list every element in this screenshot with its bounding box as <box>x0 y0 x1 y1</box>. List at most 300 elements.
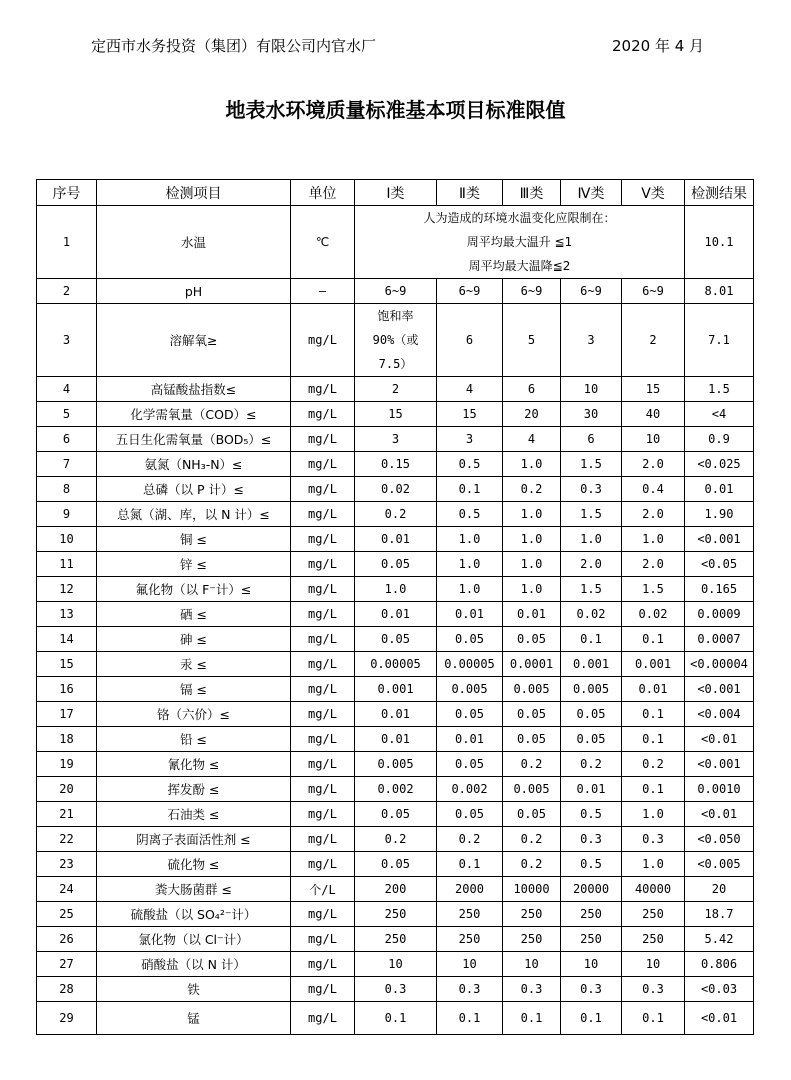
row-no: 14 <box>37 627 97 652</box>
row-unit: mg/L <box>291 427 355 452</box>
row-class-1-limit: 0.05 <box>355 802 437 827</box>
row-class-1-limit <box>355 304 437 377</box>
row-class-4-limit: 250 <box>561 902 622 927</box>
row-class-3-limit: 0.05 <box>503 702 561 727</box>
row-class-3-limit: 1.0 <box>503 552 561 577</box>
row-class-5-limit: 15 <box>622 377 685 402</box>
temp-limit-line: 人为造成的环境水温变化应限制在： <box>423 211 616 225</box>
row-class-5-limit: 250 <box>622 927 685 952</box>
row-no: 1 <box>37 206 97 279</box>
row-class-3-limit: 10 <box>503 952 561 977</box>
row-class-2-limit: 250 <box>437 902 503 927</box>
table-row <box>37 877 754 902</box>
table-row <box>37 652 754 677</box>
table-row <box>37 402 754 427</box>
row-class-4-limit: 6 <box>561 427 622 452</box>
row-no: 28 <box>37 977 97 1002</box>
row-unit: mg/L <box>291 927 355 952</box>
row-class-4-limit: 0.3 <box>561 477 622 502</box>
table-row <box>37 802 754 827</box>
row-class-1-limit: 0.02 <box>355 477 437 502</box>
row-class-1-limit: 0.2 <box>355 502 437 527</box>
row-class-2-limit: 0.1 <box>437 477 503 502</box>
row-item: 硫化物 ≤ <box>97 852 291 877</box>
document-title: 地表水环境质量标准基本项目标准限值 <box>225 98 566 122</box>
row-item: 水温 <box>97 206 291 279</box>
col-header-result: 检测结果 <box>685 180 754 206</box>
row-class-3-limit: 6 <box>503 377 561 402</box>
table-row <box>37 279 754 304</box>
row-class-2-limit: 15 <box>437 402 503 427</box>
row-no: 25 <box>37 902 97 927</box>
organization-name: 定西市水务投资（集团）有限公司内官水厂 <box>91 37 377 55</box>
table-row <box>37 427 754 452</box>
row-unit: ℃ <box>291 206 355 279</box>
row-no: 15 <box>37 652 97 677</box>
row-class-3-limit: 5 <box>503 304 561 377</box>
col-header-class-2: Ⅱ类 <box>437 180 503 206</box>
row-no: 29 <box>37 1002 97 1035</box>
row-class-1-limit: 0.01 <box>355 527 437 552</box>
row-result: 1.90 <box>685 502 754 527</box>
row-item: 硫酸盐（以 SO₄²⁻计） <box>97 902 291 927</box>
row-class-5-limit: 1.5 <box>622 577 685 602</box>
temp-limit-text <box>355 206 685 279</box>
table-row <box>37 452 754 477</box>
col-header-no: 序号 <box>37 180 97 206</box>
row-no: 17 <box>37 702 97 727</box>
row-no: 5 <box>37 402 97 427</box>
row-class-5-limit: 0.01 <box>622 677 685 702</box>
row-class-3-limit: 1.0 <box>503 577 561 602</box>
row-class-5-limit: 0.1 <box>622 1002 685 1035</box>
row-class-4-limit: 0.1 <box>561 627 622 652</box>
row-no: 8 <box>37 477 97 502</box>
row-item: 石油类 ≤ <box>97 802 291 827</box>
row-item: 高锰酸盐指数≤ <box>97 377 291 402</box>
row-class-1-limit: 10 <box>355 952 437 977</box>
table-row <box>37 602 754 627</box>
row-result: 0.0010 <box>685 777 754 802</box>
row-no: 24 <box>37 877 97 902</box>
row-class-2-limit: 6~9 <box>437 279 503 304</box>
row-item: 锌 ≤ <box>97 552 291 577</box>
col-header-class-1: Ⅰ类 <box>355 180 437 206</box>
row-no: 13 <box>37 602 97 627</box>
row-class-4-limit: 10 <box>561 377 622 402</box>
row-class-5-limit: 40 <box>622 402 685 427</box>
row-class-2-limit: 250 <box>437 927 503 952</box>
row-no: 11 <box>37 552 97 577</box>
row-class-1-limit: 0.01 <box>355 702 437 727</box>
row-result: <0.01 <box>685 802 754 827</box>
standards-table <box>36 179 754 1035</box>
row-item: 氰化物 ≤ <box>97 752 291 777</box>
row-class-1-limit: 3 <box>355 427 437 452</box>
row-unit: mg/L <box>291 527 355 552</box>
table-header-row <box>37 180 754 206</box>
row-result: 0.0007 <box>685 627 754 652</box>
row-class-3-limit: 0.05 <box>503 802 561 827</box>
row-class-1-limit: 0.01 <box>355 727 437 752</box>
row-unit: mg/L <box>291 452 355 477</box>
row-class-1-limit: 15 <box>355 402 437 427</box>
row-class-5-limit: 1.0 <box>622 852 685 877</box>
row-result: 5.42 <box>685 927 754 952</box>
row-no: 7 <box>37 452 97 477</box>
row-class-2-limit: 0.2 <box>437 827 503 852</box>
row-item: 铬（六价）≤ <box>97 702 291 727</box>
row-class-1-limit: 1.0 <box>355 577 437 602</box>
row-result: 7.1 <box>685 304 754 377</box>
row-result: <0.005 <box>685 852 754 877</box>
row-unit: mg/L <box>291 477 355 502</box>
row-no: 16 <box>37 677 97 702</box>
row-unit: mg/L <box>291 752 355 777</box>
row-class-2-limit: 2000 <box>437 877 503 902</box>
row-no: 4 <box>37 377 97 402</box>
row-result: <4 <box>685 402 754 427</box>
row-unit: mg/L <box>291 602 355 627</box>
row-class-3-limit: 4 <box>503 427 561 452</box>
row-class-2-limit: 0.00005 <box>437 652 503 677</box>
row-class-2-limit: 0.01 <box>437 727 503 752</box>
row-class-4-limit: 0.5 <box>561 802 622 827</box>
table-row <box>37 927 754 952</box>
row-no: 20 <box>37 777 97 802</box>
row-item: 五日生化需氧量（BOD₅）≤ <box>97 427 291 452</box>
row-class-4-limit: 0.3 <box>561 977 622 1002</box>
row-class-3-limit: 250 <box>503 902 561 927</box>
row-result: 8.01 <box>685 279 754 304</box>
row-unit: mg/L <box>291 802 355 827</box>
row-class-5-limit: 0.4 <box>622 477 685 502</box>
row-item: 镉 ≤ <box>97 677 291 702</box>
row-class-5-limit: 0.001 <box>622 652 685 677</box>
row-class-3-limit: 20 <box>503 402 561 427</box>
row-class-2-limit: 1.0 <box>437 527 503 552</box>
row-class-3-limit: 250 <box>503 927 561 952</box>
row-class-4-limit: 2.0 <box>561 552 622 577</box>
row-result: 18.7 <box>685 902 754 927</box>
row-item: 挥发酚 ≤ <box>97 777 291 802</box>
row-class-3-limit: 6~9 <box>503 279 561 304</box>
row-result: <0.01 <box>685 727 754 752</box>
row-unit: mg/L <box>291 627 355 652</box>
col-header-class-5: Ⅴ类 <box>622 180 685 206</box>
row-no: 6 <box>37 427 97 452</box>
row-unit: mg/L <box>291 902 355 927</box>
row-class-4-limit: 0.005 <box>561 677 622 702</box>
temp-limit-line: 周平均最大温升 ≦1 <box>466 235 573 249</box>
table-row <box>37 477 754 502</box>
row-class-2-limit: 0.05 <box>437 802 503 827</box>
row-class-1-limit: 0.00005 <box>355 652 437 677</box>
row-class-5-limit: 6~9 <box>622 279 685 304</box>
row-result: 0.806 <box>685 952 754 977</box>
row-unit: mg/L <box>291 502 355 527</box>
row-unit: mg/L <box>291 304 355 377</box>
row-item: 硝酸盐（以 N 计） <box>97 952 291 977</box>
row-result: 1.5 <box>685 377 754 402</box>
row-class-2-limit: 0.05 <box>437 702 503 727</box>
row-class-2-limit: 0.01 <box>437 602 503 627</box>
row-unit: mg/L <box>291 1002 355 1035</box>
row-class-2-limit: 0.002 <box>437 777 503 802</box>
row-class-4-limit: 30 <box>561 402 622 427</box>
row-class-2-limit: 0.3 <box>437 977 503 1002</box>
row-class-2-limit: 0.05 <box>437 627 503 652</box>
row-class-4-limit: 0.02 <box>561 602 622 627</box>
table-row <box>37 827 754 852</box>
row-item: 铅 ≤ <box>97 727 291 752</box>
row-class-5-limit: 10 <box>622 952 685 977</box>
row-class-3-limit: 0.005 <box>503 777 561 802</box>
table-row <box>37 627 754 652</box>
row-class-4-limit: 6~9 <box>561 279 622 304</box>
row-class-4-limit: 20000 <box>561 877 622 902</box>
row-class-3-limit: 0.0001 <box>503 652 561 677</box>
row-class-1-limit: 0.05 <box>355 852 437 877</box>
row-class-4-limit: 1.5 <box>561 577 622 602</box>
row-result: <0.025 <box>685 452 754 477</box>
row-unit: mg/L <box>291 952 355 977</box>
table-row <box>37 552 754 577</box>
row-no: 18 <box>37 727 97 752</box>
row-unit: mg/L <box>291 577 355 602</box>
row-class-1-limit: 0.2 <box>355 827 437 852</box>
row-class-2-limit: 6 <box>437 304 503 377</box>
row-unit: mg/L <box>291 652 355 677</box>
table-row <box>37 852 754 877</box>
row-class-5-limit: 2.0 <box>622 502 685 527</box>
row-class-5-limit: 0.3 <box>622 827 685 852</box>
table-row-dissolved-oxygen <box>37 304 754 377</box>
row-item: 铁 <box>97 977 291 1002</box>
table-row <box>37 527 754 552</box>
table-row <box>37 902 754 927</box>
table-row <box>37 677 754 702</box>
row-class-2-limit: 3 <box>437 427 503 452</box>
row-class-3-limit: 0.2 <box>503 852 561 877</box>
row-class-2-limit: 0.005 <box>437 677 503 702</box>
row-class-3-limit: 0.2 <box>503 827 561 852</box>
row-class-2-limit: 10 <box>437 952 503 977</box>
row-no: 19 <box>37 752 97 777</box>
row-class-4-limit: 0.5 <box>561 852 622 877</box>
row-class-4-limit: 0.1 <box>561 1002 622 1035</box>
row-class-3-limit: 0.1 <box>503 1002 561 1035</box>
row-class-1-limit: 2 <box>355 377 437 402</box>
row-class-2-limit: 0.5 <box>437 502 503 527</box>
row-class-4-limit: 3 <box>561 304 622 377</box>
row-class-3-limit: 1.0 <box>503 527 561 552</box>
row-no: 10 <box>37 527 97 552</box>
report-date: 2020 年 4 月 <box>612 37 705 55</box>
col-header-class-3: Ⅲ类 <box>503 180 561 206</box>
row-class-5-limit: 0.2 <box>622 752 685 777</box>
row-item: 铜 ≤ <box>97 527 291 552</box>
row-class-4-limit: 0.05 <box>561 727 622 752</box>
row-item: 阴离子表面活性剂 ≤ <box>97 827 291 852</box>
row-class-5-limit: 250 <box>622 902 685 927</box>
row-unit: mg/L <box>291 727 355 752</box>
row-result: <0.001 <box>685 752 754 777</box>
row-class-4-limit: 0.001 <box>561 652 622 677</box>
row-unit: mg/L <box>291 827 355 852</box>
row-class-1-limit: 0.002 <box>355 777 437 802</box>
row-no: 12 <box>37 577 97 602</box>
row-result: <0.001 <box>685 677 754 702</box>
row-item: 溶解氧≥ <box>97 304 291 377</box>
row-class-3-limit: 0.2 <box>503 752 561 777</box>
row-class-4-limit: 0.2 <box>561 752 622 777</box>
table-row <box>37 377 754 402</box>
row-class-5-limit: 1.0 <box>622 802 685 827</box>
row-class-2-limit: 0.1 <box>437 1002 503 1035</box>
table-row <box>37 1002 754 1035</box>
row-result: 10.1 <box>685 206 754 279</box>
row-class-1-limit: 0.1 <box>355 1002 437 1035</box>
row-class-4-limit: 1.5 <box>561 502 622 527</box>
row-result: <0.001 <box>685 527 754 552</box>
row-item: 氨氮（NH₃-N）≤ <box>97 452 291 477</box>
row-unit: mg/L <box>291 377 355 402</box>
row-class-5-limit: 1.0 <box>622 527 685 552</box>
table-row <box>37 727 754 752</box>
row-no: 3 <box>37 304 97 377</box>
temp-limit-line: 周平均最大温降≦2 <box>468 259 571 273</box>
row-class-3-limit: 10000 <box>503 877 561 902</box>
row-result: 0.01 <box>685 477 754 502</box>
table-row <box>37 702 754 727</box>
table-row-water-temp <box>37 206 754 279</box>
row-unit: mg/L <box>291 702 355 727</box>
table-row <box>37 502 754 527</box>
row-no: 9 <box>37 502 97 527</box>
row-class-2-limit: 1.0 <box>437 552 503 577</box>
row-result: <0.050 <box>685 827 754 852</box>
row-class-1-limit: 0.01 <box>355 602 437 627</box>
col-header-unit: 单位 <box>291 180 355 206</box>
row-class-5-limit: 0.3 <box>622 977 685 1002</box>
row-item: 砷 ≤ <box>97 627 291 652</box>
row-unit: mg/L <box>291 777 355 802</box>
row-class-3-limit: 1.0 <box>503 452 561 477</box>
row-class-4-limit: 0.01 <box>561 777 622 802</box>
row-no: 27 <box>37 952 97 977</box>
row-result: 0.9 <box>685 427 754 452</box>
col-header-item: 检测项目 <box>97 180 291 206</box>
row-class-1-limit: 0.005 <box>355 752 437 777</box>
row-class-1-limit: 0.3 <box>355 977 437 1002</box>
row-item: pH <box>97 279 291 304</box>
row-class-2-limit: 0.1 <box>437 852 503 877</box>
table-row <box>37 977 754 1002</box>
row-class-1-limit: 0.05 <box>355 552 437 577</box>
row-class-2-limit: 0.5 <box>437 452 503 477</box>
row-class-3-limit: 0.005 <box>503 677 561 702</box>
row-item: 氟化物（以 F⁻计）≤ <box>97 577 291 602</box>
row-class-3-limit: 1.0 <box>503 502 561 527</box>
row-item: 总磷（以 P 计）≤ <box>97 477 291 502</box>
row-no: 2 <box>37 279 97 304</box>
row-no: 21 <box>37 802 97 827</box>
row-class-5-limit: 10 <box>622 427 685 452</box>
row-unit: — <box>291 279 355 304</box>
row-class-5-limit: 0.1 <box>622 727 685 752</box>
row-class-1-limit: 200 <box>355 877 437 902</box>
row-class-5-limit: 2.0 <box>622 552 685 577</box>
row-item: 汞 ≤ <box>97 652 291 677</box>
row-no: 26 <box>37 927 97 952</box>
row-item: 总氮（湖、库，以 N 计）≤ <box>97 502 291 527</box>
limit-line: 90%（或 <box>372 333 419 347</box>
row-item: 氯化物（以 Cl⁻计） <box>97 927 291 952</box>
row-unit: mg/L <box>291 852 355 877</box>
row-unit: mg/L <box>291 977 355 1002</box>
row-result: <0.004 <box>685 702 754 727</box>
row-class-1-limit: 6~9 <box>355 279 437 304</box>
table-row <box>37 752 754 777</box>
row-class-2-limit: 0.05 <box>437 752 503 777</box>
limit-line: 饱和率 <box>377 309 414 323</box>
row-class-4-limit: 1.5 <box>561 452 622 477</box>
row-class-4-limit: 1.0 <box>561 527 622 552</box>
row-class-5-limit: 40000 <box>622 877 685 902</box>
row-class-3-limit: 0.2 <box>503 477 561 502</box>
row-result: <0.01 <box>685 1002 754 1035</box>
limit-line: 7.5） <box>378 357 413 371</box>
row-class-2-limit: 4 <box>437 377 503 402</box>
row-class-3-limit: 0.05 <box>503 627 561 652</box>
row-class-2-limit: 1.0 <box>437 577 503 602</box>
row-result: 0.165 <box>685 577 754 602</box>
row-class-5-limit: 0.02 <box>622 602 685 627</box>
row-unit: mg/L <box>291 677 355 702</box>
row-class-4-limit: 0.05 <box>561 702 622 727</box>
row-item: 化学需氧量（COD）≤ <box>97 402 291 427</box>
row-class-3-limit: 0.01 <box>503 602 561 627</box>
table-row <box>37 952 754 977</box>
row-unit: mg/L <box>291 402 355 427</box>
row-class-1-limit: 0.001 <box>355 677 437 702</box>
row-class-4-limit: 0.3 <box>561 827 622 852</box>
row-result: <0.05 <box>685 552 754 577</box>
row-class-5-limit: 2.0 <box>622 452 685 477</box>
row-unit: mg/L <box>291 552 355 577</box>
row-class-3-limit: 0.05 <box>503 727 561 752</box>
table-row <box>37 777 754 802</box>
row-class-1-limit: 250 <box>355 902 437 927</box>
row-item: 粪大肠菌群 ≤ <box>97 877 291 902</box>
row-class-1-limit: 0.15 <box>355 452 437 477</box>
row-class-4-limit: 250 <box>561 927 622 952</box>
row-item: 硒 ≤ <box>97 602 291 627</box>
row-class-5-limit: 0.1 <box>622 627 685 652</box>
row-class-1-limit: 250 <box>355 927 437 952</box>
row-result: <0.03 <box>685 977 754 1002</box>
row-result: 20 <box>685 877 754 902</box>
row-class-4-limit: 10 <box>561 952 622 977</box>
row-class-3-limit: 0.3 <box>503 977 561 1002</box>
row-no: 22 <box>37 827 97 852</box>
row-unit: 个/L <box>291 877 355 902</box>
row-class-5-limit: 0.1 <box>622 777 685 802</box>
row-no: 23 <box>37 852 97 877</box>
row-class-1-limit: 0.05 <box>355 627 437 652</box>
col-header-class-4: Ⅳ类 <box>561 180 622 206</box>
